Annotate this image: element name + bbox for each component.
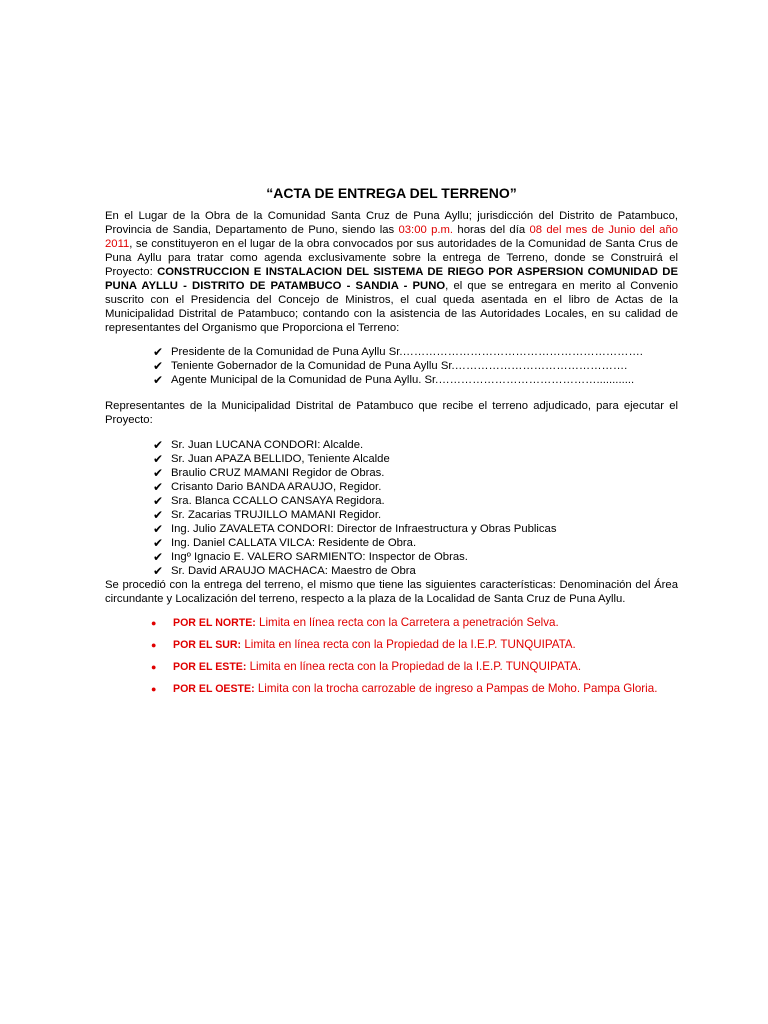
list-item-text: Sr. David ARAUJO MACHACA: Maestro de Obra: [171, 565, 416, 577]
list-item: [153, 508, 678, 522]
list-item-text: Ing. Daniel CALLATA VILCA: Residente de Obra.: [171, 537, 417, 549]
red-bullet-icon: ●: [151, 640, 157, 650]
list-item-text: Sra. Blanca CCALLO CANSAYA Regidora.: [171, 495, 385, 507]
intro-text-3: , se constituyeron en el lugar de la obra convocados por sus autoridades de la Comunidad de Santa Crus de Puna Ayllu para tratar como agenda exclusivamente sobre la entrega de Terreno, donde se Construirá el Proyecto:: [105, 238, 678, 278]
document-title: “ACTA DE ENTREGA DEL TERRENO”: [266, 185, 517, 201]
list-item: [153, 373, 678, 387]
list-item: [153, 550, 678, 564]
municipality-reps-list: [105, 438, 678, 578]
list-item: [153, 536, 678, 550]
boundary-text: Limita en línea recta con la Carretera a penetración Selva.: [255, 616, 559, 629]
list-item-text: Braulio CRUZ MAMANI Regidor de Obras.: [171, 467, 385, 479]
checkmark-icon: ✔︎: [153, 373, 164, 387]
checkmark-icon: ✔︎: [153, 522, 164, 536]
list-item: [153, 522, 678, 536]
intro-paragraph: [105, 209, 678, 335]
list-item-text: Crisanto Dario BANDA ARAUJO, Regidor.: [171, 481, 382, 493]
list-item: [153, 345, 678, 359]
red-bullet-icon: ●: [151, 618, 157, 628]
boundary-text: Limita con la trocha carrozable de ingreso a Pampas de Moho. Pampa Gloria.: [254, 682, 658, 695]
checkmark-icon: ✔︎: [153, 536, 164, 550]
checkmark-icon: ✔︎: [153, 345, 164, 359]
list-item-text: Presidente de la Comunidad de Puna Ayllu Sr.……………………………………………………….: [171, 346, 643, 358]
community-reps-list: [105, 345, 678, 387]
list-item-text: Ingº Ignacio E. VALERO SARMIENTO: Inspector de Obras.: [171, 551, 468, 563]
checkmark-icon: ✔︎: [153, 480, 164, 494]
project-name: CONSTRUCCION E INSTALACION DEL SISTEMA DE RIEGO POR ASPERSION COMUNIDAD DE PUNA AYLLU - DISTRITO DE PATAMBUCO - SANDIA - PUNO: [105, 266, 678, 292]
boundary-text: Limita en línea recta con la Propiedad de la I.E.P. TUNQUIPATA.: [246, 660, 582, 673]
boundaries-list: [105, 612, 678, 700]
checkmark-icon: ✔︎: [153, 466, 164, 480]
checkmark-icon: ✔︎: [153, 494, 164, 508]
red-bullet-icon: ●: [151, 684, 157, 694]
municipality-intro: Representantes de la Municipalidad Distrital de Patambuco que recibe el terreno adjudicado, para ejecutar el Proyecto:: [105, 400, 678, 426]
list-item: [153, 452, 678, 466]
list-item-text: Teniente Gobernador de la Comunidad de Puna Ayllu Sr.……………………………………….: [171, 360, 628, 372]
boundary-label: POR EL ESTE:: [173, 661, 247, 673]
list-item-text: Sr. Zacarias TRUJILLO MAMANI Regidor.: [171, 509, 382, 521]
checkmark-icon: ✔︎: [153, 550, 164, 564]
list-item-text: Ing. Julio ZAVALETA CONDORI: Director de Infraestructura y Obras Publicas: [171, 523, 557, 535]
list-item: [153, 480, 678, 494]
meeting-date: 08 del mes de Junio del año 2011: [105, 224, 679, 250]
checkmark-icon: ✔︎: [153, 438, 164, 452]
checkmark-icon: ✔︎: [153, 452, 164, 466]
list-item: [153, 466, 678, 480]
document-page: [105, 186, 678, 700]
intro-text-4: , el que se entregara en merito al Convenio suscrito con el Presidencia del Concejo de Ministros, el cual queda asentada en el libro de Actas de la Municipalidad Distrital de Patambuco; contando con la asistencia de las Autoridades Locales, en su calidad de representantes del Organismo que Proporciona el Terreno:: [105, 280, 679, 334]
boundary-label: POR EL SUR:: [173, 639, 242, 651]
list-item-text: Agente Municipal de la Comunidad de Puna Ayllu. Sr.……………………………………............: [171, 374, 635, 386]
boundary-label: POR EL NORTE:: [173, 617, 256, 629]
boundary-label: POR EL OESTE:: [173, 683, 255, 695]
characteristics-paragraph: Se procedió con la entrega del terreno, el mismo que tiene las siguientes características: Denominación del Área circundante y Localización del terreno, respecto a la plaza de la Localidad de Santa Cruz de Puna Ayllu.: [105, 579, 678, 605]
boundary-east: [149, 656, 678, 678]
meeting-time: 03:00 p.m.: [398, 224, 454, 236]
list-item: [153, 494, 678, 508]
checkmark-icon: ✔︎: [153, 508, 164, 522]
list-item: [153, 438, 678, 452]
boundary-south: [149, 634, 678, 656]
list-item-text: Sr. Juan APAZA BELLIDO, Teniente Alcalde: [171, 453, 390, 465]
checkmark-icon: ✔︎: [153, 359, 164, 373]
list-item: [153, 564, 678, 578]
checkmark-icon: ✔︎: [153, 564, 164, 578]
intro-text-2: horas del día: [453, 224, 530, 236]
boundary-text: Limita en línea recta con la Propiedad de la I.E.P. TUNQUIPATA.: [241, 638, 576, 651]
list-item-text: Sr. Juan LUCANA CONDORI: Alcalde.: [171, 439, 364, 451]
list-item: [153, 359, 678, 373]
red-bullet-icon: ●: [151, 662, 157, 672]
boundary-north: [149, 612, 678, 634]
boundary-west: [149, 678, 678, 700]
intro-text-1: En el Lugar de la Obra de la Comunidad Santa Cruz de Puna Ayllu; jurisdicción del Distrito de Patambuco, Provincia de Sandia, Departamento de Puno, siendo las: [105, 210, 678, 236]
